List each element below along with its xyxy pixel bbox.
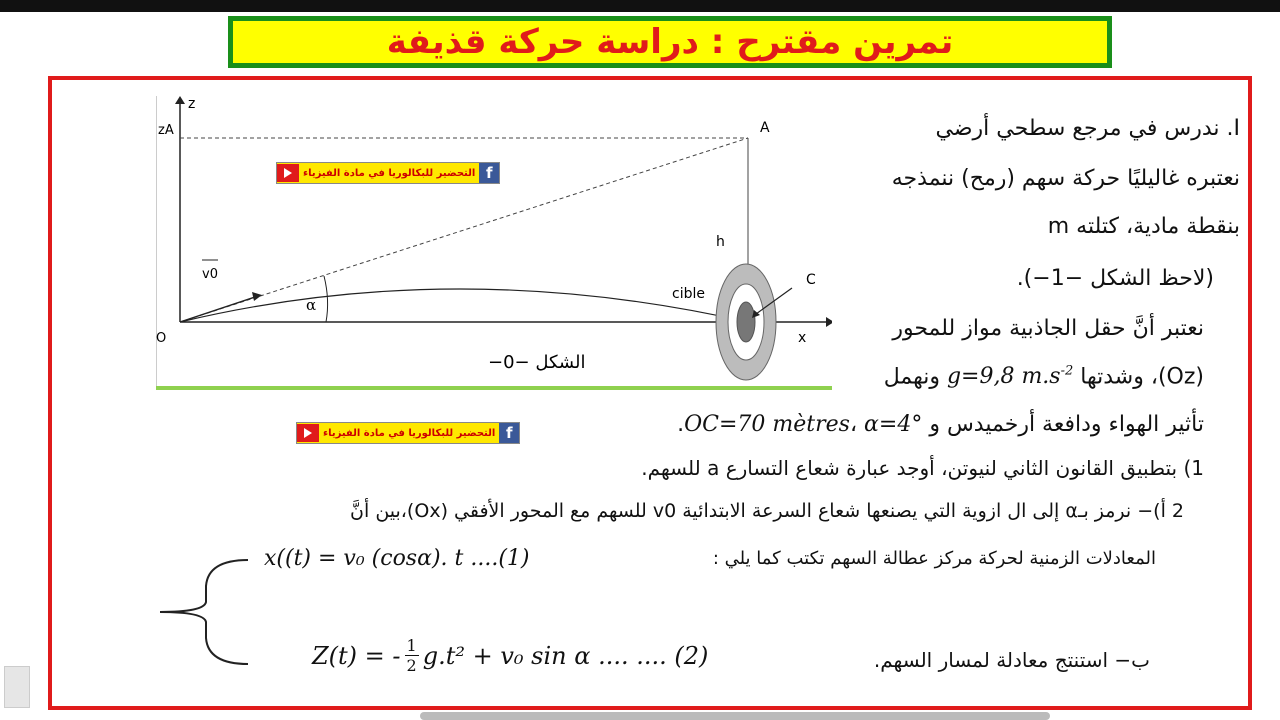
equation-2-left: Z(t) = - bbox=[312, 641, 401, 670]
channel-badge-bottom[interactable] bbox=[296, 422, 520, 444]
equation-2-right: g.t² + v₀ sin α .... .... (2) bbox=[422, 641, 709, 670]
channel-badge-top[interactable] bbox=[276, 162, 500, 184]
facebook-icon[interactable]: f bbox=[499, 423, 519, 443]
x-label: x bbox=[798, 330, 807, 346]
fraction-numerator: 1 bbox=[406, 636, 417, 655]
h-label: h bbox=[716, 234, 725, 250]
o-label: O bbox=[156, 331, 167, 346]
facebook-icon[interactable]: f bbox=[479, 163, 499, 183]
equation-1: x((t) = v₀ (cosα). t ....(1) bbox=[264, 546, 530, 571]
v0-label: v0 bbox=[202, 267, 218, 282]
badge-text: التحضير للبكالوريا في مادة الفيزياء bbox=[303, 167, 476, 179]
neglect-text: ونهمل bbox=[883, 364, 947, 390]
oc-value: OC=70 mètres bbox=[684, 412, 850, 437]
z-label: z bbox=[188, 96, 196, 112]
fraction-denominator: 2 bbox=[406, 656, 417, 675]
text-line-6 bbox=[884, 364, 1204, 389]
g-value-base: g=9,8 m.s bbox=[946, 364, 1061, 390]
side-panel-button[interactable] bbox=[4, 666, 30, 708]
youtube-icon[interactable] bbox=[277, 164, 299, 182]
text-line-3: بنقطة مادية، كتلته m bbox=[1047, 214, 1240, 239]
comma: ، bbox=[849, 412, 865, 437]
alpha-label: α bbox=[306, 296, 317, 314]
cible-label: cible bbox=[672, 286, 705, 302]
text-line-4: (لاحظ الشكل −1−). bbox=[1016, 266, 1214, 291]
oz-text: (Oz)، وشدتها bbox=[1080, 364, 1204, 390]
fraction-half bbox=[405, 636, 419, 675]
g-value bbox=[947, 364, 1073, 389]
period: . bbox=[677, 412, 685, 437]
text-line-2: نعتبره غاليليًا حركة سهم (رمح) ننمذجه bbox=[891, 166, 1240, 191]
neglect-air-text: تأثير الهواء ودافعة أرخميدس و bbox=[922, 412, 1204, 437]
question-1: 1) بتطبيق القانون الثاني لنيوتن، أوجد عبارة شعاع التسارع a للسهم. bbox=[641, 456, 1204, 480]
youtube-icon[interactable] bbox=[297, 424, 319, 442]
question-2b: ب− استنتج معادلة لمسار السهم. bbox=[873, 648, 1150, 672]
equation-2 bbox=[312, 636, 708, 675]
text-line-5: نعتبر أنَّ حقل الجاذبية مواز للمحور bbox=[892, 316, 1204, 341]
target-center bbox=[737, 302, 755, 342]
question-2a: 2 أ)− نرمز بـα إلى ال ازوية التي يصنعها شعاع السرعة الابتدائية v0 للسهم مع المحور الأفقي (Ox)،بين أنَّ bbox=[350, 500, 1184, 522]
projectile-figure bbox=[156, 96, 832, 392]
c-label: C bbox=[806, 272, 816, 288]
title-banner bbox=[228, 16, 1112, 68]
g-value-exponent: -2 bbox=[1060, 364, 1074, 379]
figure-caption: الشكل −0− bbox=[488, 352, 586, 373]
page-title: تمرين مقترح : دراسة حركة قذيفة bbox=[386, 22, 954, 62]
text-line-7 bbox=[677, 412, 1204, 437]
text-line-1: I. ندرس في مرجع سطحي أرضي bbox=[935, 116, 1240, 141]
a-label: A bbox=[760, 120, 770, 136]
system-brace bbox=[156, 556, 252, 668]
top-bar bbox=[0, 0, 1280, 12]
badge-text: التحضير للبكالوريا في مادة الفيزياء bbox=[323, 427, 496, 439]
horizontal-scrollbar[interactable] bbox=[420, 712, 1050, 720]
alpha-value: α=4° bbox=[864, 412, 923, 437]
time-equations-intro: المعادلات الزمنية لحركة مركز عطالة السهم تكتب كما يلي : bbox=[712, 548, 1156, 569]
za-label: zA bbox=[158, 123, 174, 138]
